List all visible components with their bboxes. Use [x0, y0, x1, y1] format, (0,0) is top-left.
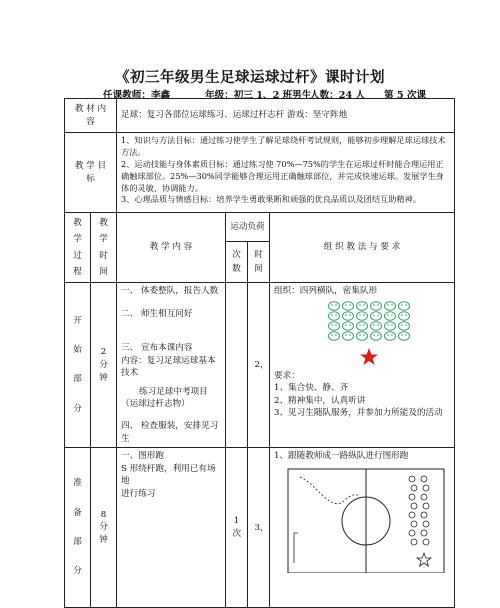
runner-icon	[421, 476, 427, 482]
load-time-header: 时间	[248, 241, 270, 282]
runner-icon	[421, 494, 427, 500]
section-prep-load-time: 3，	[248, 448, 270, 608]
runner-icon	[421, 530, 427, 536]
section-prep-load-count: 1次	[226, 448, 248, 608]
student-icon	[385, 331, 396, 340]
content-line: 内容：复习足球运球基本技术	[121, 355, 216, 379]
section-prep-time: 8分钟	[91, 448, 117, 608]
content-line: 一、 体委整队，报告人数	[121, 286, 219, 297]
student-icon	[399, 321, 410, 330]
section-start-content	[117, 283, 226, 448]
student-icon	[329, 331, 340, 340]
student-eye	[387, 324, 389, 326]
student-eye	[331, 314, 333, 316]
content-line: 一、图形跑	[121, 451, 164, 462]
student-icon	[371, 301, 382, 310]
runner-icon	[411, 539, 417, 545]
runner-icon	[411, 503, 417, 509]
student-eye	[331, 304, 333, 306]
student-eye	[377, 314, 379, 316]
formation-diagram	[274, 298, 449, 370]
student-icon	[343, 331, 354, 340]
student-eye	[335, 334, 337, 336]
student-eye	[363, 304, 365, 306]
content-line: 三、 宣布本课内容	[121, 343, 193, 354]
load-header: 运动负荷	[226, 213, 270, 242]
student-eye	[377, 334, 379, 336]
section-prep-organization	[270, 448, 455, 608]
load-count-header: 次数	[226, 241, 248, 282]
student-icon	[357, 311, 368, 320]
student-icon	[329, 321, 340, 330]
student-eye	[391, 314, 393, 316]
student-eye	[405, 314, 407, 316]
student-eye	[345, 324, 347, 326]
requirement-item: 2、精神集中，认真听讲	[274, 395, 366, 406]
student-eye	[359, 334, 361, 336]
student-eye	[387, 304, 389, 306]
student-eye	[373, 314, 375, 316]
student-count: 人数：24 人	[310, 90, 366, 101]
student-eye	[359, 304, 361, 306]
student-eye	[391, 304, 393, 306]
field-diagram	[274, 463, 449, 573]
runner-icon	[411, 521, 417, 527]
teacher-star-icon	[417, 553, 431, 566]
goal-item: 3、心理品质与情感目标：培养学生勇敢果断和顽强的优良品质以及团结互助精神。	[121, 194, 421, 205]
runner-icon	[411, 485, 417, 491]
student-icon	[385, 311, 396, 320]
method-header: 组 织 教 法 与 要 求	[270, 213, 455, 283]
student-eye	[345, 314, 347, 316]
student-eye	[345, 334, 347, 336]
student-eye	[401, 324, 403, 326]
student-eye	[387, 334, 389, 336]
lesson-plan-table	[64, 98, 455, 608]
content-line: S 形绕杆跑，利用已有场地	[121, 463, 216, 487]
student-eye	[373, 334, 375, 336]
student-eye	[331, 334, 333, 336]
student-icon	[357, 331, 368, 340]
student-eye	[373, 324, 375, 326]
runner-icon	[421, 512, 427, 518]
runner-formation	[409, 476, 429, 545]
process-header: 教学过程	[65, 213, 91, 283]
student-eye	[363, 314, 365, 316]
student-eye	[359, 324, 361, 326]
student-eye	[405, 304, 407, 306]
student-eye	[335, 304, 337, 306]
student-icon	[399, 331, 410, 340]
student-eye	[377, 324, 379, 326]
content-line: 四、 检查服装，安排见习生	[121, 421, 219, 444]
student-icon	[329, 301, 340, 310]
goals-label: 教 学 目 标	[65, 133, 117, 213]
requirements-label: 要求：	[274, 370, 300, 381]
student-icon	[371, 331, 382, 340]
student-eye	[387, 314, 389, 316]
student-icon	[357, 321, 368, 330]
section-start-label: 开始部分	[65, 283, 91, 448]
student-eye	[345, 304, 347, 306]
student-icon	[343, 301, 354, 310]
student-eye	[359, 314, 361, 316]
requirement-item: 1、集合快、静、齐	[274, 383, 349, 394]
student-eye	[349, 314, 351, 316]
student-icon	[385, 321, 396, 330]
student-eye	[331, 324, 333, 326]
student-eye	[377, 304, 379, 306]
org-title: 1、跟随教师成一路纵队进行图形跑	[274, 451, 409, 462]
student-eye	[335, 314, 337, 316]
content-line: 二、 师生相互问好	[121, 308, 193, 319]
student-formation	[329, 301, 410, 340]
student-eye	[349, 304, 351, 306]
student-eye	[363, 324, 365, 326]
student-icon	[399, 301, 410, 310]
runner-icon	[423, 485, 429, 491]
student-eye	[391, 324, 393, 326]
student-eye	[349, 334, 351, 336]
grade-info: 年级：初三 1、2 班男生	[205, 90, 312, 101]
runner-icon	[409, 512, 415, 518]
teacher-star-icon	[360, 348, 378, 365]
section-prep-label: 准备部分	[65, 448, 91, 608]
section-start-load-time: 2，	[248, 283, 270, 448]
student-icon	[399, 311, 410, 320]
student-icon	[357, 301, 368, 310]
content-line: 进行练习	[121, 488, 156, 499]
student-eye	[363, 334, 365, 336]
student-eye	[373, 304, 375, 306]
runner-icon	[409, 476, 415, 482]
goal-item: 1、知识与方法目标：通过练习使学生了解足球绕杆考试规则，能够初步理解足球运球技术方法。	[121, 135, 446, 157]
content-header: 教 学 内 容	[117, 213, 226, 283]
runner-icon	[409, 494, 415, 500]
student-eye	[349, 324, 351, 326]
page-title: 《初三年级男生足球运球过杆》课时计划	[115, 69, 385, 86]
goal-item: 2、运动技能与身体素质目标：通过练习使 70%—75%的学生在运球过杆时能合理运用正确触球部位。25%—30%同学能够合理运用正确触球部位，并完成快速运球。发展学生身体的灵敏、协调能力。	[121, 158, 444, 193]
material-label: 教 材 内 容	[65, 99, 117, 133]
student-eye	[401, 334, 403, 336]
student-icon	[343, 321, 354, 330]
runner-icon	[423, 539, 429, 545]
student-eye	[401, 314, 403, 316]
student-icon	[371, 311, 382, 320]
lesson-number: 第 5 次课	[384, 90, 427, 101]
teacher-name: 任课教师：李鑫	[103, 90, 171, 101]
goals-content	[117, 133, 455, 213]
student-eye	[335, 324, 337, 326]
org-title: 组织：四列横队，密集队形	[274, 286, 378, 297]
runner-icon	[423, 521, 429, 527]
student-eye	[405, 324, 407, 326]
runner-icon	[423, 503, 429, 509]
student-eye	[391, 334, 393, 336]
section-start-time: 2分钟	[91, 283, 117, 448]
section-start-organization	[270, 283, 455, 448]
content-line: （运球过杆志物）	[121, 399, 190, 410]
student-icon	[343, 311, 354, 320]
student-eye	[405, 334, 407, 336]
material-content: 足球：复习各部位运球练习、运球过杆志杆 游戏：坚守阵地	[117, 99, 455, 133]
section-prep-content	[117, 448, 226, 608]
content-line: 练习足球中考项目	[139, 386, 208, 397]
student-icon	[371, 321, 382, 330]
student-icon	[385, 301, 396, 310]
student-eye	[401, 304, 403, 306]
requirement-item: 3、见习生随队服务，并参加力所能及的活动	[274, 408, 443, 419]
student-icon	[329, 311, 340, 320]
section-start-load-count	[226, 283, 248, 448]
runner-icon	[409, 530, 415, 536]
time-header: 教学时间	[91, 213, 117, 283]
